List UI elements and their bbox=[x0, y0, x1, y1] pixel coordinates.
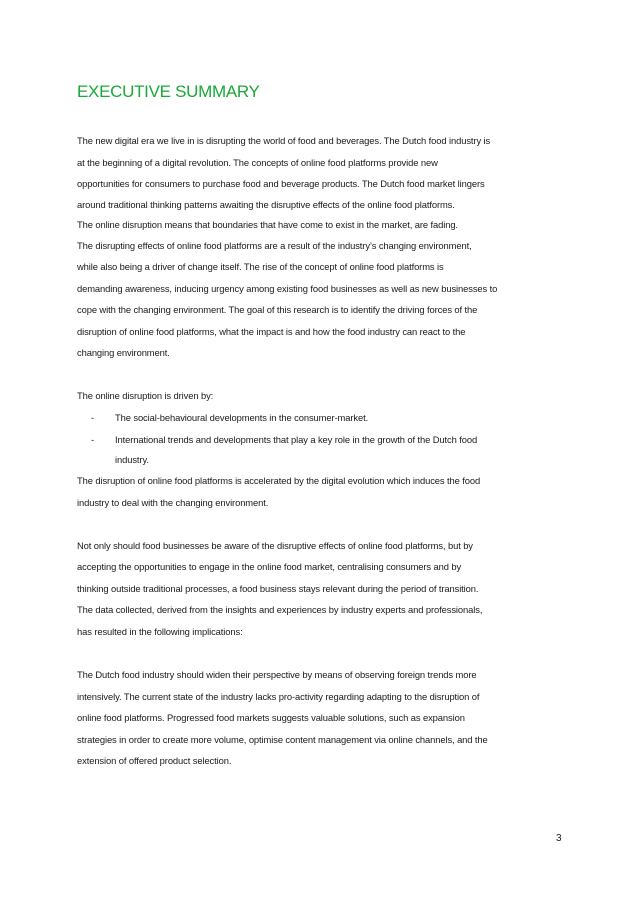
text-line: around traditional thinking patterns awaiting the disruptive effects of the online food platforms. bbox=[77, 198, 455, 210]
paragraph-spacer bbox=[77, 364, 577, 386]
text-line: disruption of online food platforms, what the impact is and how the food industry can react to the bbox=[77, 325, 466, 337]
text-line: thinking outside traditional processes, a food business stays relevant during the period of transition. bbox=[77, 582, 479, 594]
section-heading: EXECUTIVE SUMMARY bbox=[77, 82, 260, 101]
text-line: The new digital era we live in is disrupting the world of food and beverages. The Dutch food industry is bbox=[77, 135, 491, 146]
text-line: extension of offered product selection. bbox=[77, 755, 232, 767]
list-item bbox=[77, 407, 577, 429]
text-line: The disrupting effects of online food platforms are a result of the industry’s changing environment, bbox=[77, 239, 472, 251]
text-line: online food platforms. Progressed food markets suggests valuable solutions, such as expansion bbox=[77, 712, 465, 724]
text-line: opportunities for consumers to purchase food and beverage products. The Dutch food market lingers bbox=[77, 178, 485, 190]
body-text bbox=[77, 130, 577, 772]
text-line: industry to deal with the changing environment. bbox=[77, 496, 269, 508]
list-item-continuation: industry. bbox=[115, 454, 149, 466]
text-line: changing environment. bbox=[77, 347, 170, 359]
page-number: 3 bbox=[556, 833, 562, 844]
text-line: intensively. The current state of the industry lacks pro-activity regarding adapting to the disruption of bbox=[77, 690, 480, 702]
paragraph-spacer bbox=[77, 513, 577, 535]
list-bullet: - bbox=[91, 433, 95, 445]
text-line: The data collected, derived from the insights and experiences by industry experts and professionals, bbox=[77, 604, 483, 616]
list-item bbox=[77, 429, 577, 451]
text-line: demanding awareness, inducing urgency among existing food businesses as well as new businesses to bbox=[77, 282, 498, 294]
text-line: at the beginning of a digital revolution. The concepts of online food platforms provide new bbox=[77, 156, 438, 168]
paragraph-spacer bbox=[77, 642, 577, 664]
list-item-text: The social-behavioural developments in the consumer-market. bbox=[115, 412, 369, 424]
text-line: strategies in order to create more volume, optimise content management via online channels, and the bbox=[77, 733, 488, 745]
text-line: has resulted in the following implications: bbox=[77, 625, 243, 637]
list-item-text: International trends and developments that play a key role in the growth of the Dutch food bbox=[115, 433, 478, 445]
text-line: cope with the changing environment. The goal of this research is to identify the driving forces of the bbox=[77, 304, 478, 316]
text-line: accepting the opportunities to engage in the online food market, centralising consumers and by bbox=[77, 561, 462, 573]
text-line: The online disruption means that boundaries that have come to exist in the market, are fading. bbox=[77, 218, 458, 230]
list-intro: The online disruption is driven by: bbox=[77, 390, 214, 402]
text-line: The Dutch food industry should widen their perspective by means of observing foreign trends more bbox=[77, 669, 477, 681]
text-line: Not only should food businesses be aware of the disruptive effects of online food platforms, but by bbox=[77, 539, 473, 551]
list-bullet: - bbox=[91, 412, 95, 424]
text-line: The disruption of online food platforms is accelerated by the digital evolution which induces the food bbox=[77, 475, 481, 487]
text-line: while also being a driver of change itself. The rise of the concept of online food platforms is bbox=[77, 261, 444, 273]
